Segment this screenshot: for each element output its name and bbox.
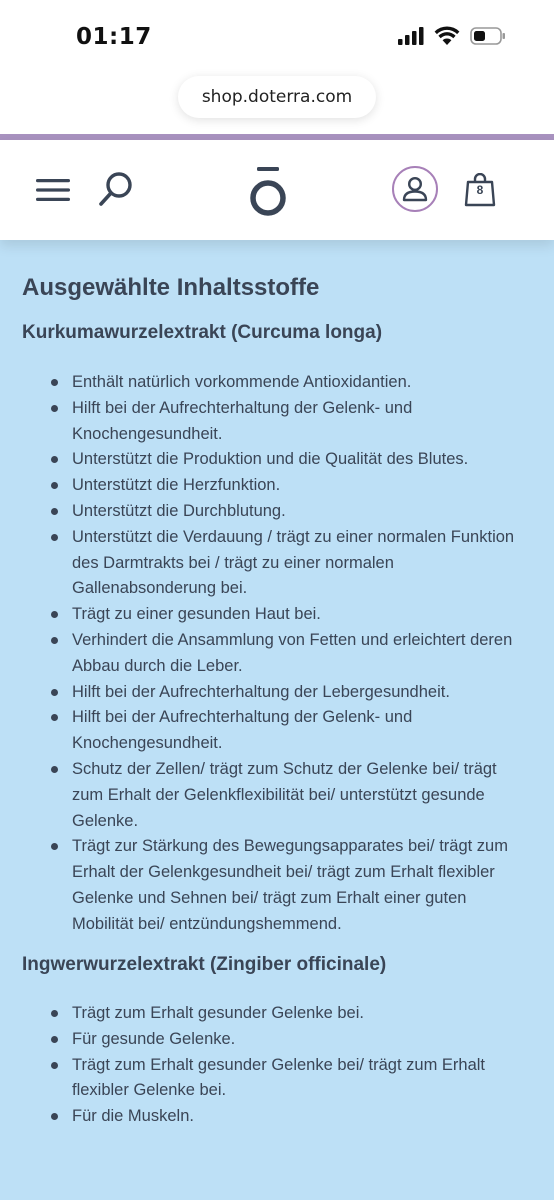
browser-url-area <box>0 66 554 134</box>
address-bar[interactable] <box>178 76 376 118</box>
list-item: Für die Muskeln. <box>48 1104 518 1130</box>
list-item: Trägt zu einer gesunden Haut bei. <box>48 602 518 628</box>
status-icons <box>398 26 506 45</box>
list-item: Schutz der Zellen/ trägt zum Schutz der Gelenke bei/ trägt zum Erhalt der Gelenkflexibilität bei/ unterstützt gesunde Gelenke. <box>48 757 518 834</box>
search-icon[interactable] <box>98 170 136 208</box>
cart-button[interactable] <box>464 173 496 207</box>
list-item: Trägt zum Erhalt gesunder Gelenke bei/ trägt zum Erhalt flexibler Gelenke bei. <box>48 1053 518 1105</box>
list-item: Unterstützt die Verdauung / trägt zu einer normalen Funktion des Darmtrakts bei / trägt zu einer normalen Gallenabsonderung bei. <box>48 525 518 602</box>
list-item: Für gesunde Gelenke. <box>48 1027 518 1053</box>
list-item: Verhindert die Ansammlung von Fetten und erleichtert deren Abbau durch die Leber. <box>48 628 518 680</box>
cart-count-badge: 8 <box>476 183 484 197</box>
url-text: shop.doterra.com <box>201 87 353 107</box>
wifi-icon <box>434 26 460 45</box>
list-item: Trägt zur Stärkung des Bewegungsapparates bei/ trägt zum Erhalt der Gelenkgesundheit bei/ trägt zum Erhalt flexibler Gelenke und Sehnen bei/ trägt zum Erhalt einer guten Mobilität bei/ entzündungshemmend. <box>48 834 518 937</box>
ingredient-title-curcuma: Kurkumawurzelextrakt (Curcuma longa) <box>22 322 383 343</box>
list-item: Hilft bei der Aufrechterhaltung der Gelenk- und Knochengesundheit. <box>48 396 518 448</box>
section-heading: Ausgewählte Inhaltsstoffe <box>22 274 320 301</box>
doterra-logo-icon[interactable] <box>248 166 288 218</box>
cellular-signal-icon <box>398 27 424 45</box>
list-item: Hilft bei der Aufrechterhaltung der Gelenk- und Knochengesundheit. <box>48 705 518 757</box>
status-time: 01:17 <box>76 24 152 50</box>
status-bar <box>0 0 554 76</box>
site-header <box>0 140 554 240</box>
list-item: Unterstützt die Produktion und die Qualität des Blutes. <box>48 447 518 473</box>
user-icon <box>401 175 429 203</box>
list-item: Unterstützt die Durchblutung. <box>48 499 518 525</box>
ingredient-benefits-list-ginger <box>48 1001 518 1130</box>
account-button[interactable] <box>392 166 438 212</box>
ingredient-benefits-list-curcuma <box>48 370 518 938</box>
list-item: Unterstützt die Herzfunktion. <box>48 473 518 499</box>
menu-icon[interactable] <box>36 178 70 202</box>
list-item: Trägt zum Erhalt gesunder Gelenke bei. <box>48 1001 518 1027</box>
list-item: Enthält natürlich vorkommende Antioxidantien. <box>48 370 518 396</box>
list-item: Hilft bei der Aufrechterhaltung der Lebergesundheit. <box>48 680 518 706</box>
ingredient-title-ginger: Ingwerwurzelextrakt (Zingiber officinale) <box>22 954 387 975</box>
battery-icon <box>470 27 506 45</box>
